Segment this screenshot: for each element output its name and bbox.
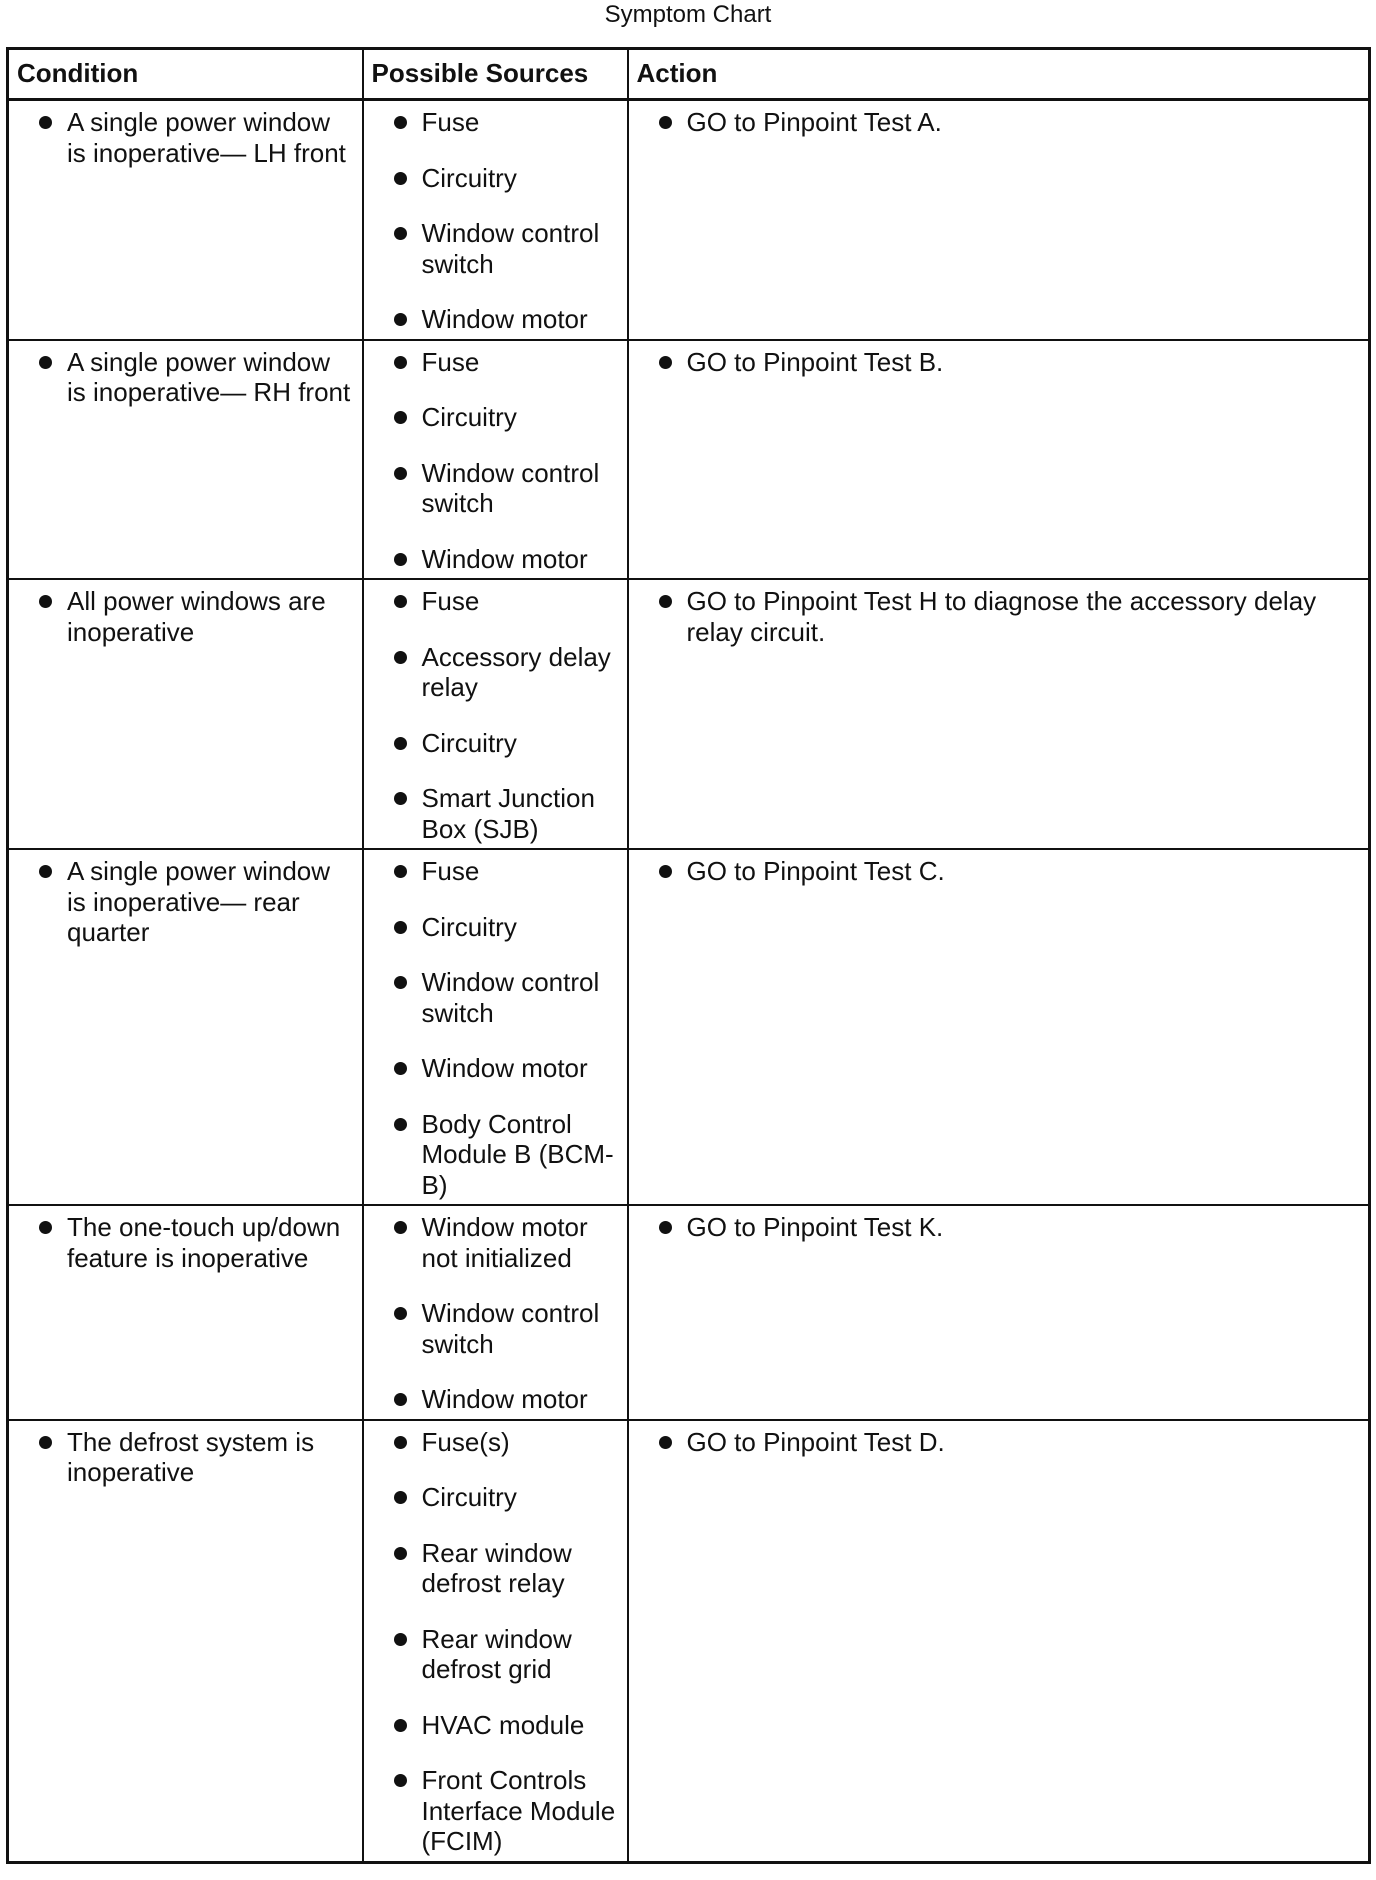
bullet-icon [394,172,407,185]
action-item [637,107,1361,138]
source-item-text: Smart Junction Box (SJB) [421,783,595,844]
bullet-icon [394,1062,407,1075]
source-item-text: Circuitry [421,402,517,432]
action-cell [628,1205,1370,1420]
sources-cell [363,1420,628,1863]
source-item [372,402,619,433]
bullet-icon [394,595,407,608]
condition-item [17,1427,354,1488]
source-item-text: Rear window defrost relay [421,1537,572,1598]
header-condition: Condition [8,49,363,100]
source-item-text: Body Control Module B (BCM-B) [421,1108,614,1200]
condition-item [17,107,354,168]
source-item [372,967,619,1028]
sources-cell [363,579,628,849]
condition-item [17,856,354,948]
source-item-text: Window control switch [421,1298,600,1359]
bullet-icon [659,356,672,369]
source-item-text: Circuitry [421,727,517,758]
condition-cell [8,340,363,580]
source-item-text: Circuitry [421,162,517,193]
source-item [372,347,619,378]
header-row [8,49,1370,100]
bullet-icon [394,1719,407,1732]
source-item [372,642,619,703]
bullet-icon [394,1393,407,1406]
bullet-icon [394,1774,407,1787]
header-possible-sources: Possible Sources [363,49,628,100]
bullet-icon [394,411,407,424]
action-cell [628,1420,1370,1863]
action-item-text: GO to Pinpoint Test D. [686,1426,945,1457]
sources-cell [363,340,628,580]
source-item-text: Window motor not initialized [421,1212,588,1273]
bullet-icon [659,1436,672,1449]
source-item [372,1384,619,1415]
bullet-icon [394,1436,407,1449]
source-item-text: Window motor [421,1384,588,1414]
condition-item-text: The one-touch up/down feature is inoperative [67,1212,341,1273]
bullet-icon [659,595,672,608]
condition-cell [8,1420,363,1863]
bullet-icon [659,1221,672,1234]
source-item [372,856,619,887]
source-item-text: Fuse [421,346,480,377]
action-item [637,856,1361,887]
bullet-icon [39,1221,52,1234]
bullet-icon [394,1491,407,1504]
source-item [372,544,619,575]
source-item [372,1298,619,1359]
source-item [372,912,619,943]
condition-item [17,347,354,408]
bullet-icon [394,921,407,934]
sources-cell [363,100,628,340]
bullet-icon [394,1221,407,1234]
bullet-icon [394,865,407,878]
source-item-text: Rear window defrost grid [421,1623,572,1684]
bullet-icon [39,1436,52,1449]
symptom-chart-table [6,47,1371,1864]
bullet-icon [394,651,407,664]
source-item [372,1427,619,1458]
condition-item-text: The defrost system is inoperative [67,1426,315,1487]
condition-cell [8,849,363,1205]
action-item [637,586,1361,647]
action-item [637,1212,1361,1243]
bullet-icon [39,356,52,369]
source-item [372,1765,619,1857]
source-item-text: Fuse(s) [421,1426,510,1457]
condition-item-text: A single power window is inoperative— rear quarter [67,856,331,947]
bullet-icon [659,116,672,129]
source-item-text: Accessory delay relay [421,641,611,702]
source-item [372,1538,619,1599]
table-row [8,340,1370,580]
source-item [372,1053,619,1084]
bullet-icon [394,1633,407,1646]
source-item-text: Fuse [421,856,480,886]
condition-item [17,1212,354,1273]
source-item-text: Window control switch [421,967,600,1028]
bullet-icon [659,865,672,878]
table-row [8,579,1370,849]
source-item [372,1109,619,1201]
bullet-icon [394,313,407,326]
source-item [372,1212,619,1273]
table-row [8,100,1370,340]
source-item [372,728,619,759]
bullet-icon [39,865,52,878]
source-item-text: Fuse [421,586,480,616]
source-item-text: Window motor [421,543,588,574]
bullet-icon [394,467,407,480]
sources-cell [363,849,628,1205]
source-item-text: Window motor [421,1053,588,1083]
bullet-icon [394,1307,407,1320]
source-item [372,783,619,844]
source-item [372,107,619,138]
condition-item [17,586,354,647]
bullet-icon [394,116,407,129]
source-item-text: Fuse [421,107,480,137]
table-row [8,1420,1370,1863]
action-item-text: GO to Pinpoint Test C. [686,856,945,886]
header-action: Action [628,49,1370,100]
bullet-icon [394,737,407,750]
bullet-icon [394,1547,407,1560]
action-item [637,347,1361,378]
source-item-text: HVAC module [421,1709,585,1740]
action-item-text: GO to Pinpoint Test K. [686,1212,944,1242]
page-title: Symptom Chart [604,1,772,28]
chart-body [8,100,1370,1863]
source-item-text: Window control switch [421,218,600,279]
table-row [8,1205,1370,1420]
bullet-icon [394,227,407,240]
source-item-text: Window motor [421,304,588,334]
bullet-icon [394,792,407,805]
source-item-text: Front Controls Interface Module (FCIM) [421,1765,616,1856]
source-item [372,163,619,194]
table-row [8,849,1370,1205]
action-item-text: GO to Pinpoint Test B. [686,346,944,377]
condition-item-text: A single power window is inoperative— RH front [67,346,351,407]
source-item-text: Window control switch [421,457,600,518]
source-item [372,304,619,335]
action-cell [628,340,1370,580]
sources-cell [363,1205,628,1420]
action-item [637,1427,1361,1458]
action-item-text: GO to Pinpoint Test H to diagnose the accessory delay relay circuit. [686,586,1317,647]
condition-cell [8,100,363,340]
bullet-icon [394,1118,407,1131]
source-item-text: Circuitry [421,1482,517,1512]
source-item [372,458,619,519]
source-item [372,1710,619,1741]
action-item-text: GO to Pinpoint Test A. [686,107,942,137]
condition-cell [8,579,363,849]
source-item [372,1624,619,1685]
source-item-text: Circuitry [421,911,517,942]
bullet-icon [394,356,407,369]
condition-cell [8,1205,363,1420]
source-item [372,586,619,617]
condition-item-text: All power windows are inoperative [67,586,326,647]
bullet-icon [39,595,52,608]
bullet-icon [394,553,407,566]
source-item [372,218,619,279]
action-cell [628,100,1370,340]
action-cell [628,849,1370,1205]
action-cell [628,579,1370,849]
bullet-icon [394,976,407,989]
source-item [372,1482,619,1513]
condition-item-text: A single power window is inoperative— LH front [67,107,346,168]
bullet-icon [39,116,52,129]
